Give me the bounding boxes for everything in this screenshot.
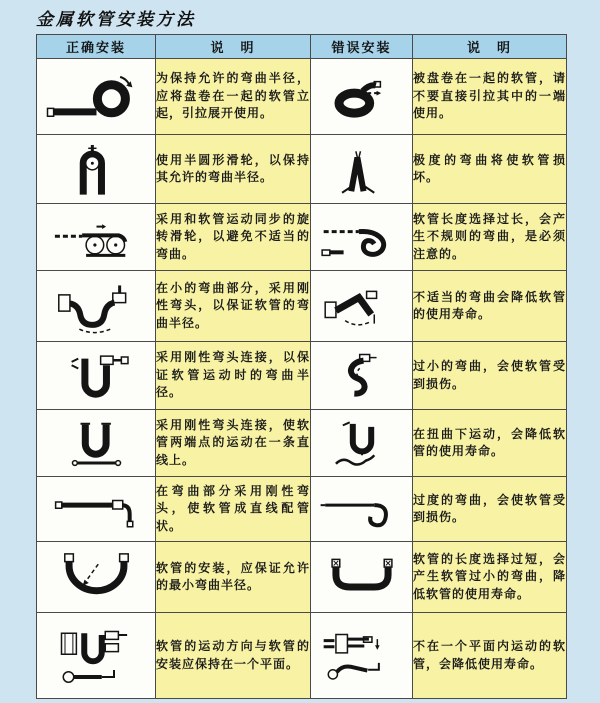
straight-hose-rigid-elbow-illustration <box>44 482 149 536</box>
correct-description-cell: 为保持允许的弯曲半径，应将盘卷在一起的软管立起，引拉展开使用。 <box>156 59 311 135</box>
minimum-bend-radius-u-illustration <box>44 547 149 607</box>
installation-table <box>36 34 567 699</box>
wrong-description-cell: 不适当的弯曲会降低软管的使用寿命。 <box>413 271 567 342</box>
coiled-hose-standing-unroll-illustration <box>44 66 149 128</box>
wrong-illustration-cell <box>311 542 413 613</box>
wrong-description-cell: 软管长度选择过长，会产生不规则的弯曲，是必须注意的。 <box>413 204 567 271</box>
table-row <box>37 59 567 135</box>
header-wrong-install: 错误安装 <box>311 35 413 59</box>
table-row <box>37 271 567 342</box>
correct-description-cell: 在小的弯曲部分，采用刚性弯头，以保证软管的弯曲半径。 <box>156 271 311 342</box>
rigid-elbow-small-bend-illustration <box>44 276 149 336</box>
twisted-u-hose-illustration <box>316 415 408 471</box>
wrong-description-cell: 不在一个平面内运动的软管，会降低使用寿命。 <box>413 613 567 699</box>
table-row <box>37 135 567 204</box>
wrong-description-cell: 过小的弯曲，会使软管受到损伤。 <box>413 342 567 410</box>
correct-description-cell: 采用刚性弯头连接，使软管两端点的运动在一条直线上。 <box>156 410 311 477</box>
correct-description-cell: 使用半圆形滑轮，以保持其允许的弯曲半径。 <box>156 135 311 204</box>
out-of-plane-motion-illustration <box>316 619 408 693</box>
correct-description-cell: 采用刚性弯头连接，以保证软管运动时的弯曲半径。 <box>156 342 311 410</box>
wrong-illustration-cell <box>311 410 413 477</box>
correct-illustration-cell <box>37 542 156 613</box>
correct-illustration-cell <box>37 410 156 477</box>
hose-over-semicircular-pulley-illustration <box>44 140 149 198</box>
table-row <box>37 542 567 613</box>
wrong-illustration-cell <box>311 271 413 342</box>
u-hose-inline-endpoints-illustration <box>44 415 149 471</box>
correct-illustration-cell <box>37 59 156 135</box>
wrong-illustration-cell <box>311 477 413 542</box>
correct-description-cell: 采用和软管运动同步的旋转滑轮，以避免不适当的弯曲。 <box>156 204 311 271</box>
header-correct-install: 正确安装 <box>37 35 156 59</box>
wrong-illustration-cell <box>311 342 413 410</box>
wrong-description-cell: 被盘卷在一起的软管，请不要直接引拉其中的一端使用。 <box>413 59 567 135</box>
overlong-hose-irregular-bend-illustration <box>316 209 408 265</box>
correct-illustration-cell <box>37 135 156 204</box>
wrong-description-cell: 软管的长度选择过短，会产生软管过小的弯曲，降低软管的使用寿命。 <box>413 542 567 613</box>
correct-illustration-cell <box>37 271 156 342</box>
page-title: 金属软管安装方法 <box>36 10 196 30</box>
wrong-illustration-cell <box>311 135 413 204</box>
correct-illustration-cell <box>37 342 156 410</box>
too-small-bend-s-hook-illustration <box>316 347 408 405</box>
header-wrong-description: 说 明 <box>413 35 567 59</box>
table-row <box>37 477 567 542</box>
excessively-bent-end-illustration <box>316 482 408 536</box>
table-row <box>37 410 567 477</box>
rigid-elbow-u-hose-illustration <box>44 347 149 405</box>
wrong-description-cell: 过度的弯曲，会使软管受到损伤。 <box>413 477 567 542</box>
header-correct-description: 说 明 <box>156 35 311 59</box>
extremely-bent-hose-illustration <box>316 140 408 198</box>
correct-illustration-cell <box>37 477 156 542</box>
wrong-illustration-cell <box>311 613 413 699</box>
coiled-hose-pulled-end-illustration <box>316 66 408 128</box>
table-row <box>37 613 567 699</box>
wrong-illustration-cell <box>311 59 413 135</box>
table-header-row <box>37 35 567 59</box>
correct-illustration-cell <box>37 613 156 699</box>
correct-description-cell: 软管的运动方向与软管的安装应保持在一个平面。 <box>156 613 311 699</box>
wrong-description-cell: 极度的弯曲将使软管损坏。 <box>413 135 567 204</box>
hose-motion-in-plane-illustration <box>44 619 149 693</box>
correct-illustration-cell <box>37 204 156 271</box>
correct-description-cell: 软管的安装，应保证允许的最小弯曲半径。 <box>156 542 311 613</box>
too-short-hose-illustration <box>316 547 408 607</box>
wrong-description-cell: 在扭曲下运动，会降低软管的使用寿命。 <box>413 410 567 477</box>
synchronized-rotating-pulleys-illustration <box>44 209 149 265</box>
table-row <box>37 204 567 271</box>
table-row <box>37 342 567 410</box>
wrong-illustration-cell <box>311 204 413 271</box>
correct-description-cell: 在弯曲部分采用刚性弯头，使软管成直线配管状。 <box>156 477 311 542</box>
improper-sharp-bend-at-fitting-illustration <box>316 276 408 336</box>
